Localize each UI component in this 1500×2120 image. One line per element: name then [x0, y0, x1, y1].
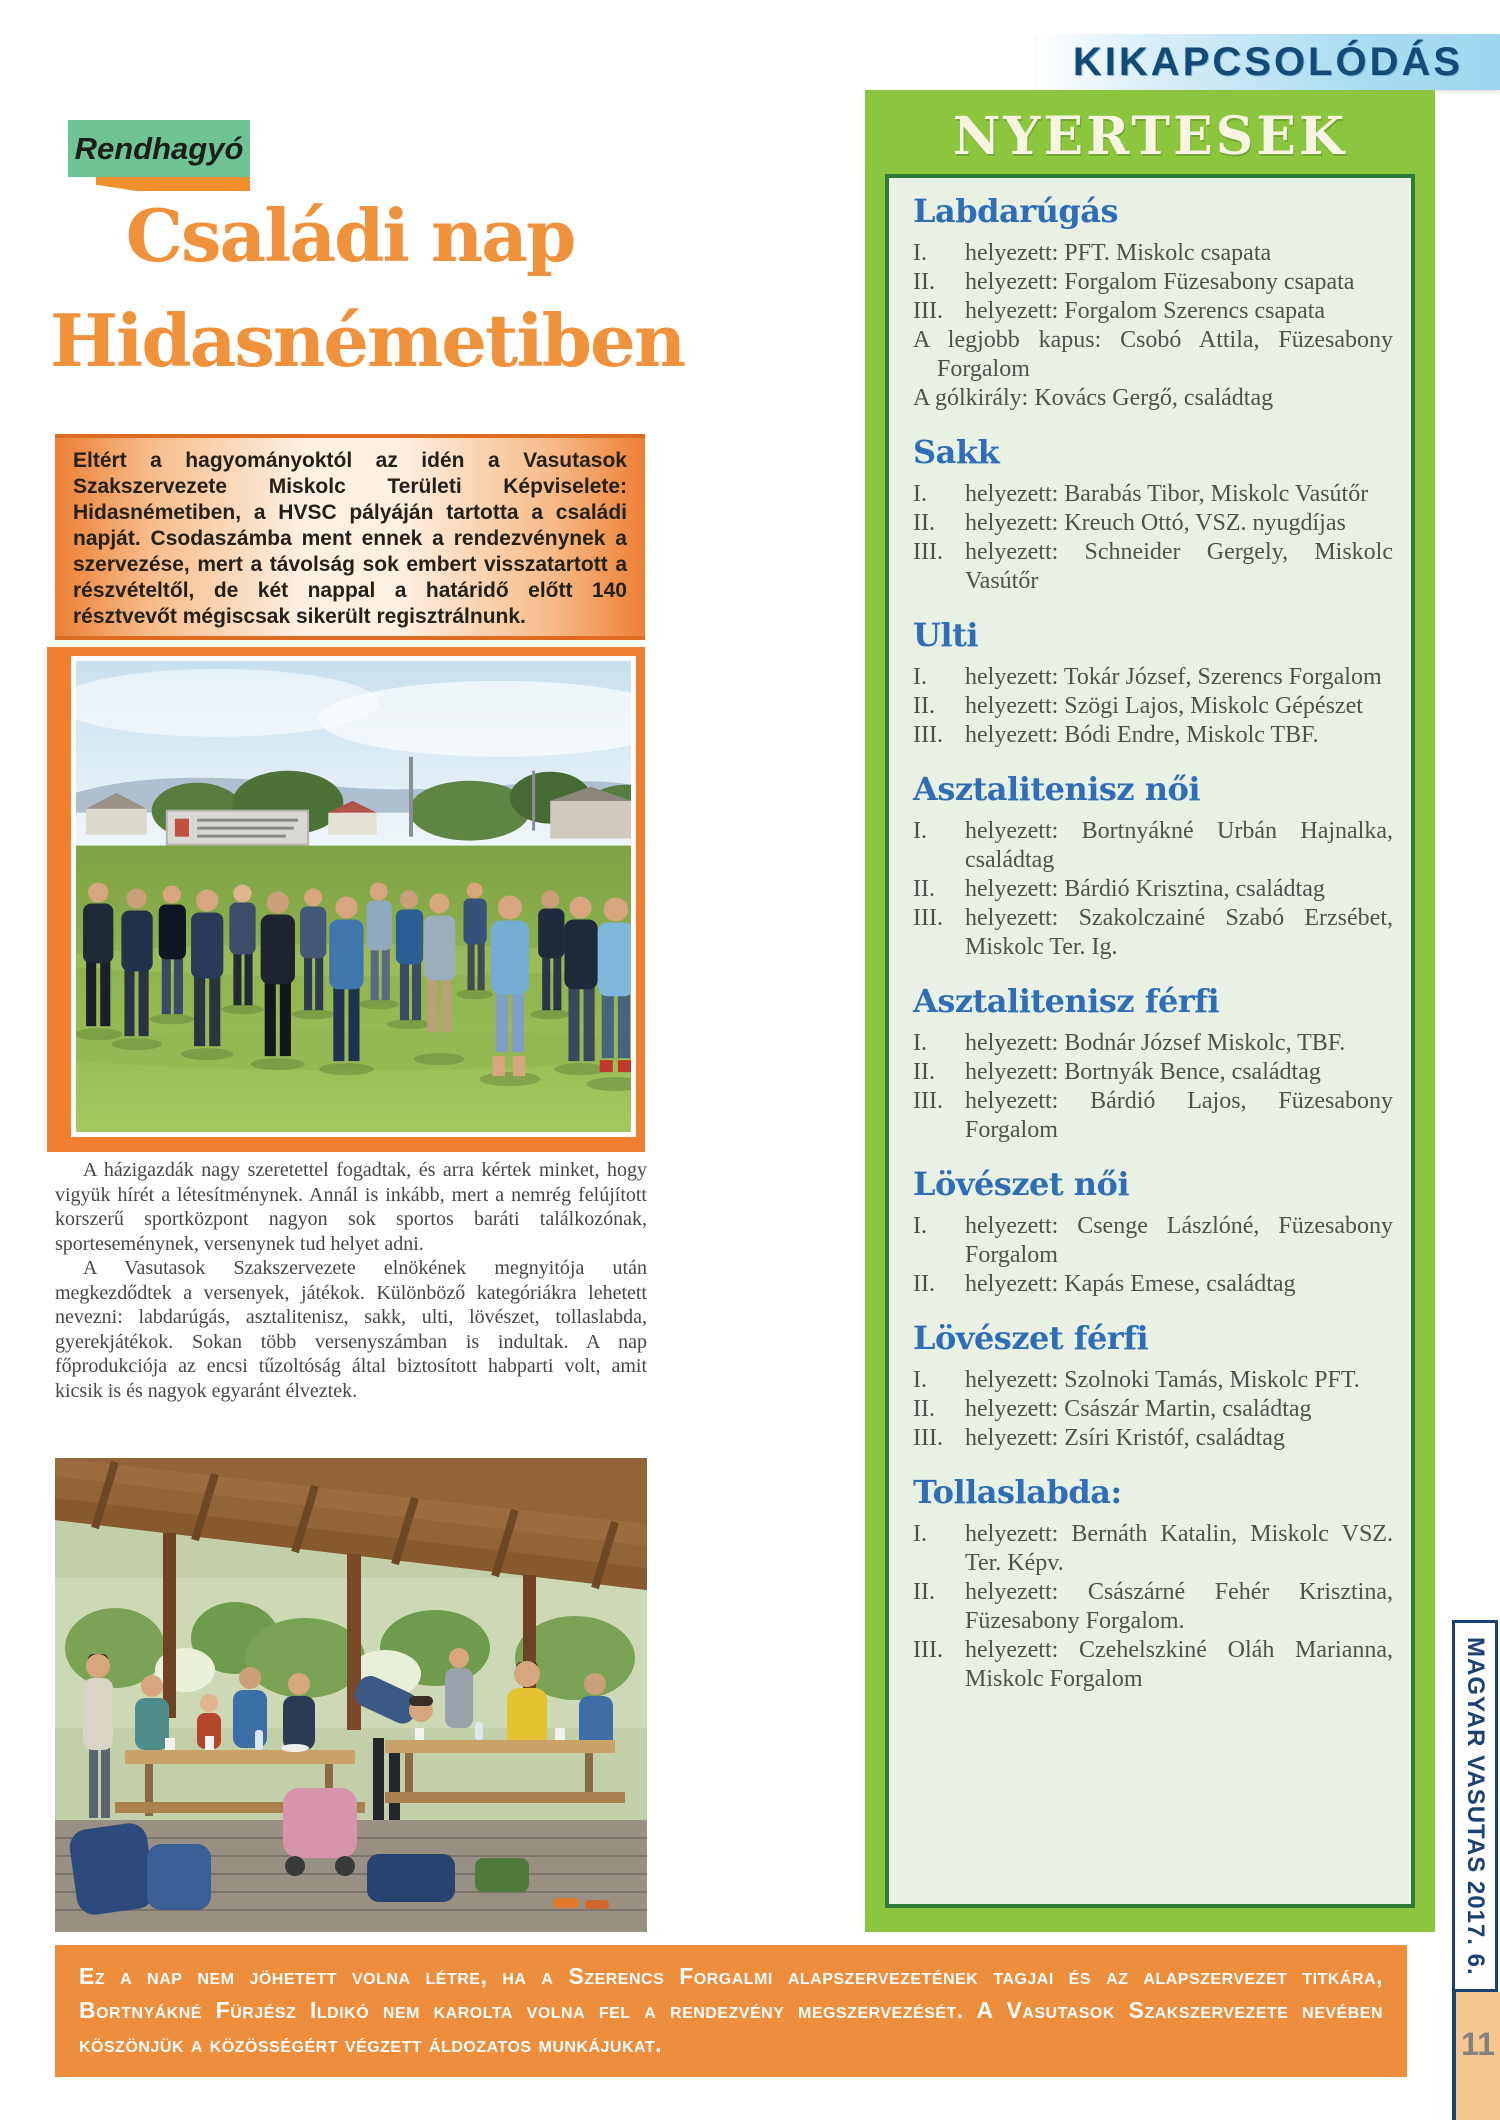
winner-item: [913, 326, 1393, 384]
kicker-badge: [68, 120, 250, 177]
article-paragraph: A Vasutasok Szakszervezete elnökének megnyitója után megkezdődtek a versenyek, játékok. Különböző kategóriákra lehetett nevezni: labdarúgás, asztalitenisz, sakk, ulti, lövészet, tollaslabda, gyerekjátékok. Sokan több versenyszámban is indultak. A nap főprodukciója az encsi tűzoltóság által biztosított habparti volt, amit kicsik is és nagyok egyaránt élveztek.: [55, 1257, 647, 1402]
winner-text: A gólkirály: Kovács Gergő, családtag: [913, 385, 1274, 411]
winner-item: [913, 1424, 1393, 1453]
winner-item: [913, 509, 1393, 538]
winner-text: helyezett: Bódi Endre, Miskolc TBF.: [965, 722, 1319, 748]
winner-text: helyezett: Bodnár József Miskolc, TBF.: [965, 1030, 1346, 1056]
winners-sections: [913, 192, 1393, 1694]
winner-rank: III.: [913, 298, 943, 324]
acknowledgement-note: Ez a nap nem jöhetett volna létre, ha a Szerencs Forgalmi alapszervezetének tagjai és az alapszervezet titkára, Bortnyákné Fürjész Ildikó nem karolta volna fel a rendezvény megszervezését. A Vasutasok Szakszervezete nevében köszönjük a közösségért végzett áldozatos munkájukat.: [55, 1945, 1407, 2077]
winner-category-title: Sakk: [913, 433, 1000, 471]
winner-rank: I.: [913, 1030, 927, 1056]
winner-item: [913, 239, 1393, 268]
winner-rank: I.: [913, 1213, 927, 1239]
section-banner-label: KIKAPCSOLÓDÁS: [1072, 40, 1464, 84]
winner-item: [913, 1058, 1393, 1087]
winner-text: helyezett: Bortnyák Bence, családtag: [965, 1059, 1321, 1085]
winner-category-title: Tollaslabda:: [913, 1473, 1122, 1511]
winner-text: helyezett: Schneider Gergely, Miskolc Vasútőr: [965, 539, 1393, 594]
winner-rank: III.: [913, 722, 943, 748]
winner-item: [913, 1366, 1393, 1395]
winner-item: [913, 875, 1393, 904]
photo-crowd: [47, 647, 645, 1152]
section-banner: [1036, 34, 1500, 90]
winner-item: [913, 721, 1393, 750]
winner-rank: III.: [913, 1088, 943, 1114]
winner-text: helyezett: Szögi Lajos, Miskolc Gépészet: [965, 693, 1363, 719]
winners-panel: [885, 174, 1415, 1908]
page-number: 11: [1461, 2026, 1495, 2062]
winner-item: [913, 1636, 1393, 1694]
winner-category-title: Asztalitenisz női: [913, 770, 1200, 808]
winner-item: [913, 692, 1393, 721]
winner-text: helyezett: Tokár József, Szerencs Forgalom: [965, 664, 1382, 690]
winner-text: helyezett: Czehelszkiné Oláh Marianna, Miskolc Forgalom: [965, 1637, 1393, 1692]
kicker-badge-label: Rendhagyó: [74, 130, 244, 166]
winner-item: [913, 480, 1393, 509]
winner-rank: I.: [913, 481, 927, 507]
magazine-edition-label: MAGYAR VASUTAS 2017. 6.: [1452, 1620, 1498, 1992]
winner-text: helyezett: Bárdió Krisztina, családtag: [965, 876, 1325, 902]
photo-crowd-illustration: [76, 661, 631, 1132]
article-paragraph: A házigazdák nagy szeretettel fogadtak, és arra kértek minket, hogy vigyük hírét a létesítménynek. Annál is inkább, mert a nemrég felújított korszerű sportközpont nagyon sok sportos baráti találkozónak, sporteseménynek, versenynek tud helyet adni.: [55, 1159, 647, 1255]
photo-pavilion: [55, 1458, 647, 1932]
winner-text: helyezett: Bárdió Lajos, Füzesabony Forgalom: [965, 1088, 1393, 1143]
winner-category-title: Ulti: [913, 616, 978, 654]
winners-title: NYERTESEK: [952, 106, 1348, 167]
winner-rank: II.: [913, 1396, 935, 1422]
winner-section: [913, 1319, 1393, 1453]
winner-rank: III.: [913, 905, 943, 931]
winner-category-title: Labdarúgás: [913, 192, 1118, 230]
winner-section: [913, 192, 1393, 413]
winner-rank: II.: [913, 876, 935, 902]
page-number-box: [1452, 1992, 1500, 2120]
winner-text: helyezett: Szakolczainé Szabó Erzsébet, Miskolc Ter. Ig.: [965, 905, 1393, 960]
winner-rank: III.: [913, 1425, 943, 1451]
winner-item: [913, 268, 1393, 297]
winner-text: helyezett: Kreuch Ottó, VSZ. nyugdíjas: [965, 510, 1346, 536]
winner-rank: II.: [913, 1579, 935, 1605]
winner-item: [913, 1029, 1393, 1058]
winner-rank: I.: [913, 1367, 927, 1393]
winner-item: [913, 817, 1393, 875]
winner-rank: I.: [913, 818, 927, 844]
article-lead: Eltért a hagyományoktól az idén a Vasutasok Szakszervezete Miskolc Területi Képviselete: Hidasnémetiben, a HVSC pályáján tartotta a családi napját. Csodaszámba ment ennek a rendezvénynek a szervezése, mert a távolság sok embert visszatartott a részvételtől, de két nappal a határidő előtt 140 résztvevőt mégiscsak sikerült regisztrálnunk.: [55, 434, 645, 640]
winner-item: [913, 1395, 1393, 1424]
winner-section: [913, 770, 1393, 962]
winner-text: helyezett: Szolnoki Tamás, Miskolc PFT.: [965, 1367, 1360, 1393]
winner-text: helyezett: Csenge Lászlóné, Füzesabony Forgalom: [965, 1213, 1393, 1268]
winner-rank: II.: [913, 510, 935, 536]
winner-text: helyezett: Bortnyákné Urbán Hajnalka, családtag: [965, 818, 1393, 873]
winner-rank: III.: [913, 1637, 943, 1663]
winner-item: [913, 904, 1393, 962]
winner-rank: I.: [913, 664, 927, 690]
winner-section: [913, 1473, 1393, 1694]
winner-item: [913, 297, 1393, 326]
photo-pavilion-illustration: [55, 1458, 647, 1932]
winner-rank: III.: [913, 539, 943, 565]
winner-text: helyezett: Forgalom Szerencs csapata: [965, 298, 1326, 324]
winner-category-title: Lövészet női: [913, 1165, 1130, 1203]
winner-section: [913, 982, 1393, 1145]
winner-text: helyezett: Barabás Tibor, Miskolc Vasútőr: [965, 481, 1369, 507]
winner-rank: II.: [913, 1271, 935, 1297]
winner-section: [913, 1165, 1393, 1299]
winner-category-title: Asztalitenisz férfi: [913, 982, 1220, 1020]
winner-item: [913, 663, 1393, 692]
winner-item: [913, 1578, 1393, 1636]
winner-item: [913, 538, 1393, 596]
winner-text: helyezett: Zsíri Kristóf, családtag: [965, 1425, 1285, 1451]
winner-text: helyezett: Kapás Emese, családtag: [965, 1271, 1296, 1297]
winner-item: [913, 1087, 1393, 1145]
winner-text: helyezett: Forgalom Füzesabony csapata: [965, 269, 1355, 295]
winner-rank: I.: [913, 240, 927, 266]
winner-section: [913, 433, 1393, 596]
winner-rank: II.: [913, 269, 935, 295]
winner-text: helyezett: Császár Martin, családtag: [965, 1396, 1312, 1422]
winner-text: helyezett: Császárné Fehér Krisztina, Füzesabony Forgalom.: [965, 1579, 1393, 1634]
winner-text: A legjobb kapus: Csobó Attila, Füzesabony Forgalom: [913, 327, 1393, 382]
winner-item: [913, 1270, 1393, 1299]
winner-text: helyezett: Bernáth Katalin, Miskolc VSZ. Ter. Képv.: [965, 1521, 1393, 1576]
winner-rank: I.: [913, 1521, 927, 1547]
winner-category-title: Lövészet férfi: [913, 1319, 1149, 1357]
winner-section: [913, 616, 1393, 750]
winners-sidebar: [865, 90, 1435, 1932]
winner-rank: II.: [913, 693, 935, 719]
winner-rank: II.: [913, 1059, 935, 1085]
article-title: [50, 183, 685, 393]
article-title-line1: Családi nap: [125, 193, 575, 278]
article-title-line2: Hidasnémetiben: [50, 298, 685, 383]
winner-item: [913, 1212, 1393, 1270]
winner-item: [913, 1520, 1393, 1578]
winner-text: helyezett: PFT. Miskolc csapata: [965, 240, 1272, 266]
article-body: [55, 1158, 647, 1403]
winner-item: [913, 384, 1393, 413]
